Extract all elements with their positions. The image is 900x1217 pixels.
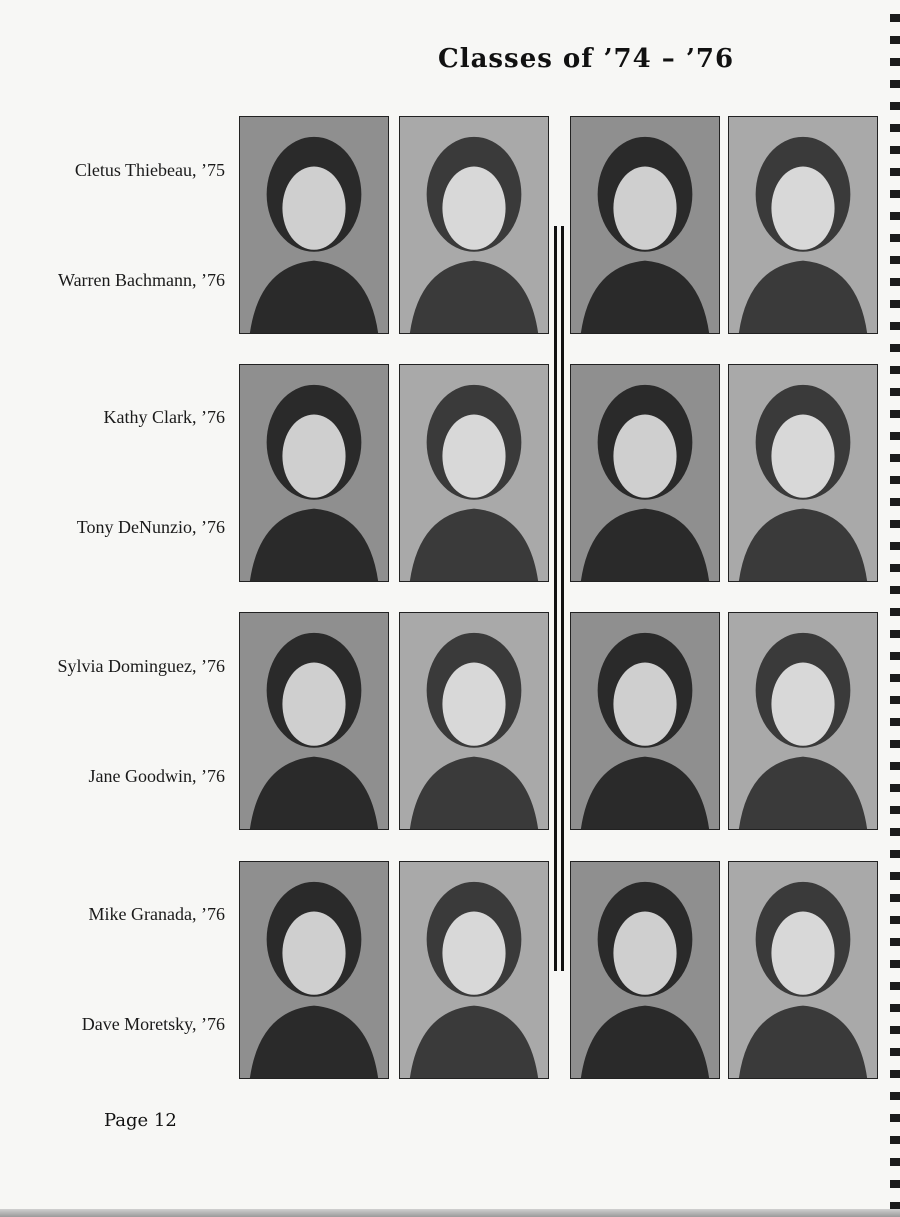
name-caption: Mike Granada, ’76 <box>88 904 225 924</box>
yearbook-photo <box>570 612 720 830</box>
page-title: Classes of ’74 – ’76 <box>438 44 735 74</box>
recent-photo <box>728 861 878 1079</box>
recent-photo <box>399 612 549 830</box>
name-caption: Kathy Clark, ’76 <box>103 407 225 427</box>
spiral-binding <box>890 0 900 1217</box>
yearbook-photo <box>239 861 389 1079</box>
name-caption: Dave Moretsky, ’76 <box>81 1014 225 1034</box>
page-number: Page 12 <box>104 1110 177 1131</box>
name-caption: Cletus Thiebeau, ’75 <box>74 160 225 180</box>
page-edge <box>0 1209 900 1217</box>
yearbook-photo <box>570 116 720 334</box>
yearbook-photo <box>570 861 720 1079</box>
name-caption: Tony DeNunzio, ’76 <box>76 517 225 537</box>
recent-photo <box>399 861 549 1079</box>
name-caption: Warren Bachmann, ’76 <box>58 270 225 290</box>
yearbook-photo <box>570 364 720 582</box>
recent-photo <box>728 612 878 830</box>
recent-photo <box>399 116 549 334</box>
yearbook-photo <box>239 364 389 582</box>
column-divider <box>554 226 564 971</box>
yearbook-photo <box>239 116 389 334</box>
name-caption: Jane Goodwin, ’76 <box>88 766 225 786</box>
name-caption: Sylvia Dominguez, ’76 <box>57 656 225 676</box>
recent-photo <box>728 364 878 582</box>
recent-photo <box>728 116 878 334</box>
yearbook-photo <box>239 612 389 830</box>
recent-photo <box>399 364 549 582</box>
